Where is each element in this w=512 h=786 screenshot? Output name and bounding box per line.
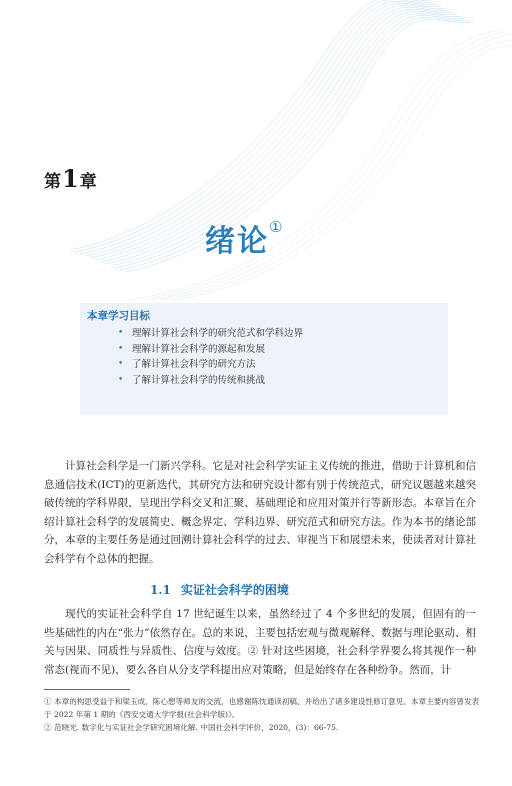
footnote-1: ① 本章的构思受益于和梁玉成、陈心想等师友的交流，也感谢陈忱通读初稿，并给出了诸多建设性修订意见。本章主要内容曾发表于 2022 年第 1 期的《西安交通大学学报(社会科学版)》。 bbox=[44, 697, 480, 719]
list-item bbox=[118, 326, 303, 342]
learning-objectives-list bbox=[118, 326, 303, 388]
footnotes bbox=[44, 695, 480, 734]
chapter-title-text: 绪论 bbox=[205, 224, 269, 259]
chapter-title bbox=[205, 216, 284, 260]
section-paragraph: 现代的实证社会科学自 17 世纪诞生以来，虽然经过了 4 个多世纪的发展，但固有的一些基础性的内在“张力”依然存在。总的来说，主要包括宏观与微观解释、数据与理论驱动、相关与因果、同质性与异质性、信度与效度。② 针对这些困境，社会科学界要么将其视作一种常态(视而不见)，要么各自从分支学科提出应对策略，但是始终存在各种纷争。然而，计 bbox=[44, 608, 476, 676]
chapter-label bbox=[44, 164, 97, 193]
section-heading bbox=[150, 581, 289, 598]
objective-text: 了解计算社会科学的研究方法 bbox=[132, 359, 256, 370]
objective-text: 了解计算社会科学的传统和挑战 bbox=[132, 374, 266, 386]
learning-objectives-heading: 本章学习目标 bbox=[87, 310, 150, 322]
list-item bbox=[118, 342, 303, 358]
bullet-icon: • bbox=[118, 328, 124, 338]
section-title: 实证社会科学的困境 bbox=[180, 583, 289, 597]
bullet-icon: • bbox=[118, 374, 124, 385]
footnote-ref-1[interactable]: ① bbox=[269, 218, 285, 236]
section-paragraph-block bbox=[44, 605, 476, 679]
chapter-suffix: 章 bbox=[79, 172, 97, 192]
chapter-number: 1 bbox=[62, 164, 79, 193]
intro-paragraph-block bbox=[44, 457, 476, 569]
intro-paragraph: 计算社会科学是一门新兴学科。它是对社会科学实证主义传统的推进，借助于计算机和信息通信技术(ICT)的更新迭代，其研究方法和研究设计都有别于传统范式，研究议题越来越突破传统的学科界限，呈现出学科交叉和汇聚、基础理论和应用对策并行等新形态。本章旨在介绍计算社会科学的发展简史、概念界定、学科边界、研究范式和研究方法。作为本书的绪论部分，本章的主要任务是通过回溯计算社会科学的过去、审视当下和展望未来，使读者对计算社会科学有个总体的把握。 bbox=[44, 460, 476, 565]
list-item bbox=[118, 373, 303, 389]
footnote-divider bbox=[44, 689, 130, 690]
footnote-2: ② 范晓光. 数字化与实证社会学研究困境化解. 中国社会科学评价，2020，(3)：66-75. bbox=[44, 723, 339, 732]
objective-text: 理解计算社会科学的源起和发展 bbox=[132, 343, 266, 355]
bullet-icon: • bbox=[118, 343, 124, 354]
section-number: 1.1 bbox=[150, 583, 171, 597]
objective-text: 理解计算社会科学的研究范式和学科边界 bbox=[132, 328, 304, 339]
chapter-prefix: 第 bbox=[44, 172, 61, 192]
bullet-icon: • bbox=[118, 359, 124, 369]
list-item bbox=[118, 357, 303, 373]
